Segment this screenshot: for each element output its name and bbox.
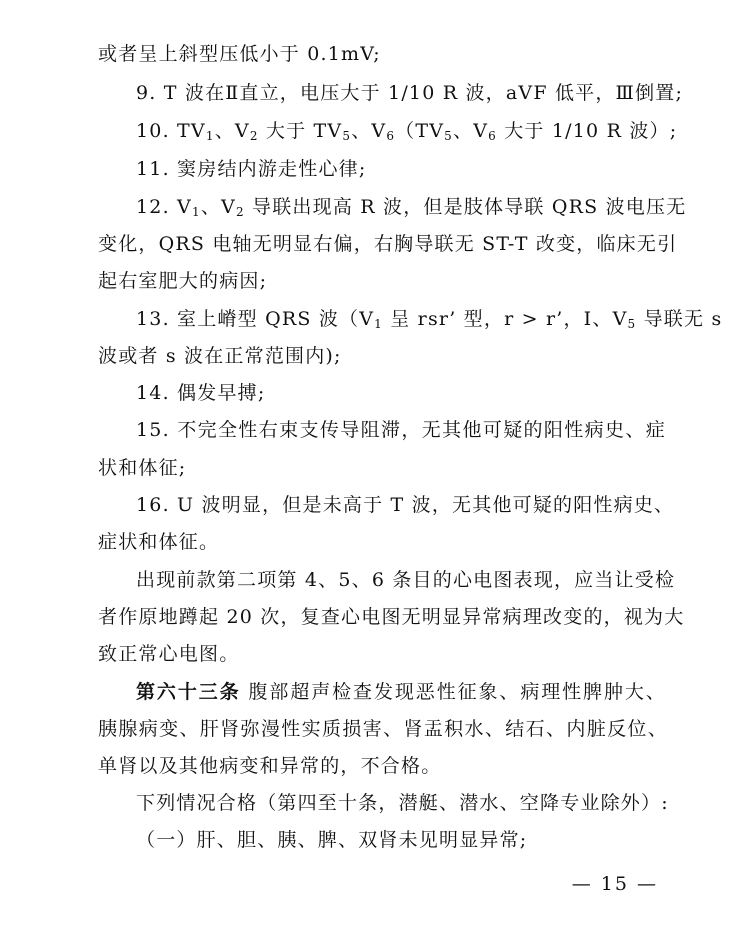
text-line: 16. U 波明显，但是未高于 T 波，无其他可疑的阳性病史、 — [136, 494, 675, 516]
text-line: 状和体征; — [98, 457, 187, 479]
text-segment: 大于 TV — [258, 120, 343, 142]
text-segment: （TV — [395, 120, 445, 142]
text-line: 出现前款第二项第 4、5、6 条目的心电图表现，应当让受检 — [136, 569, 676, 591]
text-line: 波或者 s 波在正常范围内); — [98, 345, 342, 367]
subscript: 1 — [205, 129, 215, 143]
text-line: 下列情况合格（第四至十条，潜艇、潜水、空降专业除外）: — [136, 792, 669, 814]
subscript: 6 — [488, 129, 497, 143]
text-line: 14. 偶发早搏; — [136, 382, 266, 404]
text-segment: 、V — [200, 196, 236, 218]
text-segment: 、V — [453, 120, 489, 142]
subscript: 2 — [235, 205, 245, 219]
text-line: （一）肝、胆、胰、脾、双肾未见明显异常; — [136, 829, 528, 851]
text-line-subscripts — [136, 195, 687, 219]
text-line: 者作原地蹲起 20 次，复查心电图无明显异常病理改变的，视为大 — [98, 606, 685, 628]
text-line: 单肾以及其他病变和异常的，不合格。 — [98, 755, 442, 777]
text-line: 致正常心电图。 — [98, 643, 240, 665]
text-line: 起右室肥大的病因; — [98, 270, 268, 292]
text-line: 15. 不完全性右束支传导阻滞，无其他可疑的阳性病史、症 — [136, 419, 666, 441]
article-text: 腹部超声检查发现恶性征象、病理性脾肿大、 — [240, 681, 666, 703]
text-line: 或者呈上斜型压低小于 0.1mV; — [98, 43, 381, 65]
text-line: 9. T 波在Ⅱ直立，电压大于 1/10 R 波，aVF 低平，Ⅲ倒置; — [136, 82, 684, 104]
text-line-subscripts — [136, 307, 723, 331]
text-segment: 10. TV — [136, 120, 206, 142]
subscript: 5 — [627, 317, 637, 331]
text-line: 症状和体征。 — [98, 531, 220, 553]
text-segment: 大于 1/10 R 波）; — [496, 120, 678, 142]
text-line: 变化，QRS 电轴无明显右偏，右胸导联无 ST-T 改变，临床无引 — [98, 233, 678, 255]
subscript: 2 — [249, 129, 259, 143]
text-line: 11. 窦房结内游走性心律; — [136, 158, 367, 180]
text-segment: 呈 rsr’ 型，r > r’，I、V — [383, 308, 628, 330]
text-segment: 12. V — [136, 196, 192, 218]
text-segment: 导联出现高 R 波，但是肢体导联 QRS 波电压无 — [244, 196, 687, 218]
subscript: 1 — [191, 205, 201, 219]
subscript: 6 — [386, 129, 396, 143]
text-segment: 、V — [351, 120, 387, 142]
subscript: 1 — [374, 317, 383, 331]
article-heading-line — [136, 680, 666, 704]
text-segment: 导联无 s — [636, 308, 723, 330]
text-segment: 13. 室上嵴型 QRS 波（V — [136, 308, 375, 330]
subscript: 5 — [444, 129, 454, 143]
subscript: 5 — [342, 129, 352, 143]
article-number: 第六十三条 — [136, 681, 241, 703]
text-line: 胰腺病变、肝肾弥漫性实质损害、肾盂积水、结石、内脏反位、 — [98, 718, 668, 740]
text-line-subscripts — [136, 119, 678, 143]
page-number: — 15 — — [571, 873, 658, 895]
text-segment: 、V — [214, 120, 250, 142]
